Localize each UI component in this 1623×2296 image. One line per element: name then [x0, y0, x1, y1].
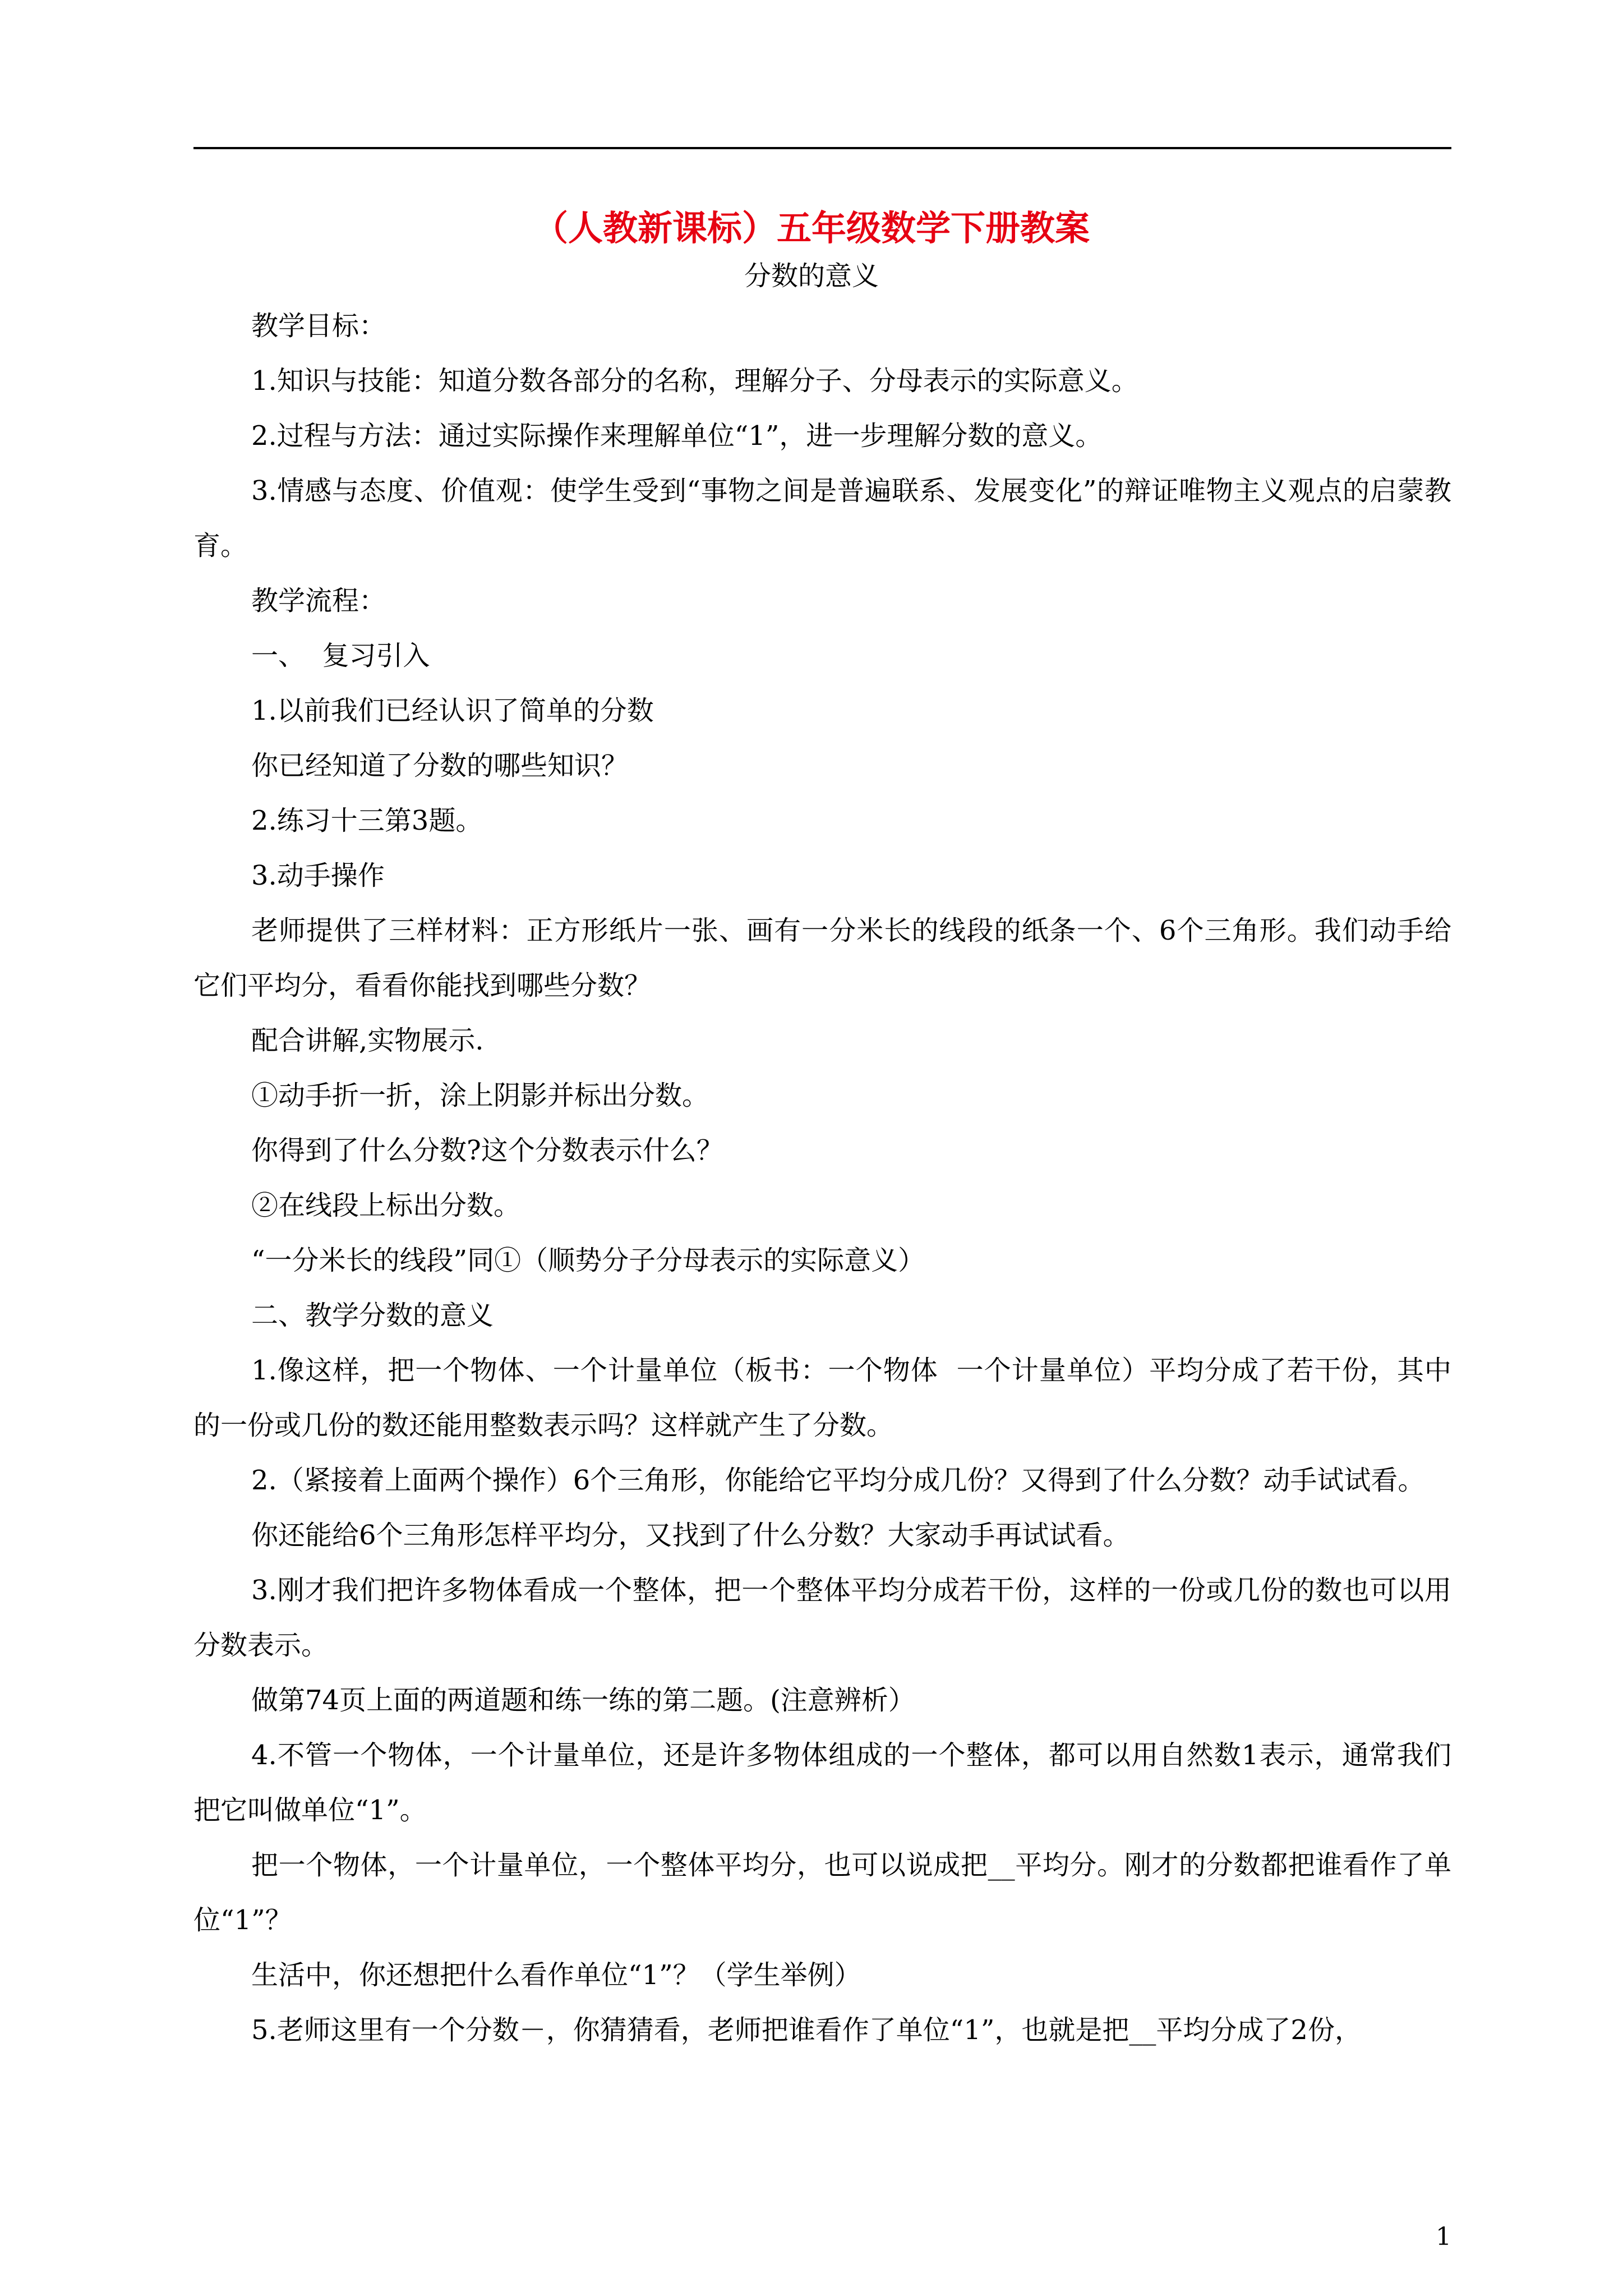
- document-subtitle: 分数的意义: [744, 260, 879, 292]
- paragraph: “一分米长的线段”同①（顺势分子分母表示的实际意义）: [251, 1245, 925, 1276]
- paragraph: 生活中，你还想把什么看作单位“1”？（学生举例）: [251, 1959, 861, 1991]
- paragraph: 1.像这样，把一个物体、一个计量单位（板书：一个物体 一个计量单位）平均分成了若干份，其中的一份或几份的数还能用整数表示吗？这样就产生了分数。: [193, 1355, 1451, 1441]
- paragraph: 做第74页上面的两道题和练一练的第二题。(注意辨析）: [251, 1685, 915, 1716]
- page-number: 1: [1436, 2223, 1451, 2251]
- paragraph: 3.动手操作: [251, 860, 385, 891]
- document-title: （人教新课标）五年级数学下册教案: [533, 208, 1090, 249]
- paragraph: 2.练习十三第3题。: [251, 805, 483, 836]
- document-body: [193, 298, 1451, 2058]
- paragraph: 一、 复习引入: [251, 640, 430, 671]
- paragraph: 4.不管一个物体，一个计量单位，还是许多物体组成的一个整体，都可以用自然数1表示，通常我们把它叫做单位“1”。: [193, 1740, 1451, 1826]
- paragraph: 2.过程与方法：通过实际操作来理解单位“1”，进一步理解分数的意义。: [251, 420, 1103, 452]
- paragraph: 配合讲解,实物展示.: [251, 1025, 484, 1056]
- paragraph: 2.（紧接着上面两个操作）6个三角形，你能给它平均分成几份？又得到了什么分数？动手试试看。: [251, 1465, 1425, 1496]
- paragraph: 教学流程：: [251, 585, 386, 616]
- paragraph: ①动手折一折，涂上阴影并标出分数。: [251, 1080, 709, 1111]
- paragraph: 3.情感与态度、价值观：使学生受到“事物之间是普遍联系、发展变化”的辩证唯物主义观点的启蒙教育。: [193, 475, 1451, 562]
- paragraph: ②在线段上标出分数。: [251, 1190, 521, 1221]
- paragraph: 老师提供了三样材料：正方形纸片一张、画有一分米长的线段的纸条一个、6个三角形。我们动手给它们平均分，看看你能找到哪些分数？: [193, 915, 1451, 1001]
- paragraph: 你得到了什么分数?这个分数表示什么？: [251, 1135, 723, 1166]
- paragraph: 教学目标：: [251, 310, 386, 342]
- paragraph: 你还能给6个三角形怎样平均分，又找到了什么分数？大家动手再试试看。: [251, 1520, 1130, 1551]
- header-rule: [193, 147, 1451, 149]
- paragraph: 二、教学分数的意义: [251, 1300, 494, 1331]
- paragraph: 1.以前我们已经认识了简单的分数: [251, 695, 654, 726]
- paragraph: 你已经知道了分数的哪些知识？: [251, 750, 629, 781]
- paragraph: 把一个物体，一个计量单位，一个整体平均分，也可以说成把__平均分。刚才的分数都把谁看作了单位“1”？: [193, 1849, 1451, 1936]
- paragraph: 1.知识与技能：知道分数各部分的名称，理解分子、分母表示的实际意义。: [251, 365, 1138, 397]
- paragraph: 3.刚才我们把许多物体看成一个整体，把一个整体平均分成若干份，这样的一份或几份的数也可以用分数表示。: [193, 1575, 1451, 1661]
- paragraph: 5.老师这里有一个分数－，你猜猜看，老师把谁看作了单位“1”，也就是把__平均分成了2份，: [251, 2014, 1362, 2046]
